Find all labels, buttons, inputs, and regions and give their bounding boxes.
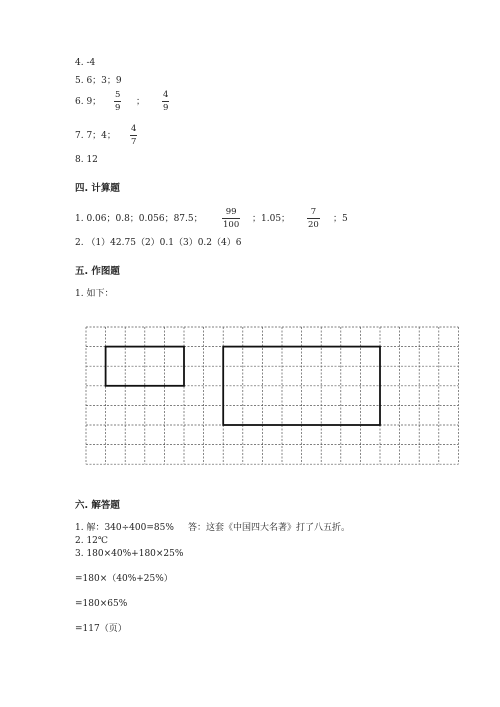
fraction-numerator: 4 bbox=[131, 124, 137, 134]
fraction-denominator: 100 bbox=[223, 220, 240, 230]
section-6-step-2: =180×65% bbox=[75, 599, 128, 609]
fraction-numerator: 7 bbox=[310, 207, 317, 217]
answer-4: 4. -4 bbox=[75, 58, 96, 68]
fraction-denominator: 20 bbox=[308, 220, 319, 230]
section-6-q1-answer: 答：这套《中国四大名著》打了八五折。 bbox=[188, 523, 351, 533]
fraction-denominator: 9 bbox=[163, 103, 169, 113]
section-6-q1: 1. 解：340÷400=85% bbox=[75, 523, 174, 533]
fraction-numerator: 5 bbox=[115, 90, 121, 100]
fraction-denominator: 9 bbox=[115, 103, 121, 113]
fraction-numerator: 4 bbox=[163, 90, 169, 100]
answer-8: 8. 12 bbox=[75, 155, 98, 165]
fraction-numerator: 99 bbox=[225, 207, 237, 217]
section-4-q2: 2. （1）42.75（2）0.1（3）0.2（4）6 bbox=[75, 238, 242, 248]
answer-6-separator: ； bbox=[136, 97, 146, 107]
section-4-title: 四. 计算题 bbox=[75, 183, 120, 194]
section-6-step-1: =180×（40%+25%） bbox=[75, 574, 173, 584]
answer-5: 5. 6；3；9 bbox=[75, 76, 122, 86]
answer-6-prefix: 6. 9； bbox=[75, 97, 102, 107]
section-4-q1-prefix: 1. 0.06；0.8；0.056；87.5； bbox=[75, 214, 203, 224]
section-5-q1: 1. 如下： bbox=[75, 289, 114, 299]
section-6-q2: 2. 12℃ bbox=[75, 536, 108, 546]
section-4-q1-end: ；5 bbox=[333, 214, 348, 224]
section-5-title: 五. 作图题 bbox=[75, 266, 120, 277]
section-6-q3: 3. 180×40%+180×25% bbox=[75, 549, 184, 559]
section-6-title: 六. 解答题 bbox=[75, 500, 120, 511]
section-4-q1-mid: ；1.05； bbox=[252, 214, 291, 224]
section-6-step-3: =117（页） bbox=[75, 624, 127, 634]
fraction-denominator: 7 bbox=[131, 137, 137, 147]
answer-7-prefix: 7. 7；4； bbox=[75, 131, 116, 141]
